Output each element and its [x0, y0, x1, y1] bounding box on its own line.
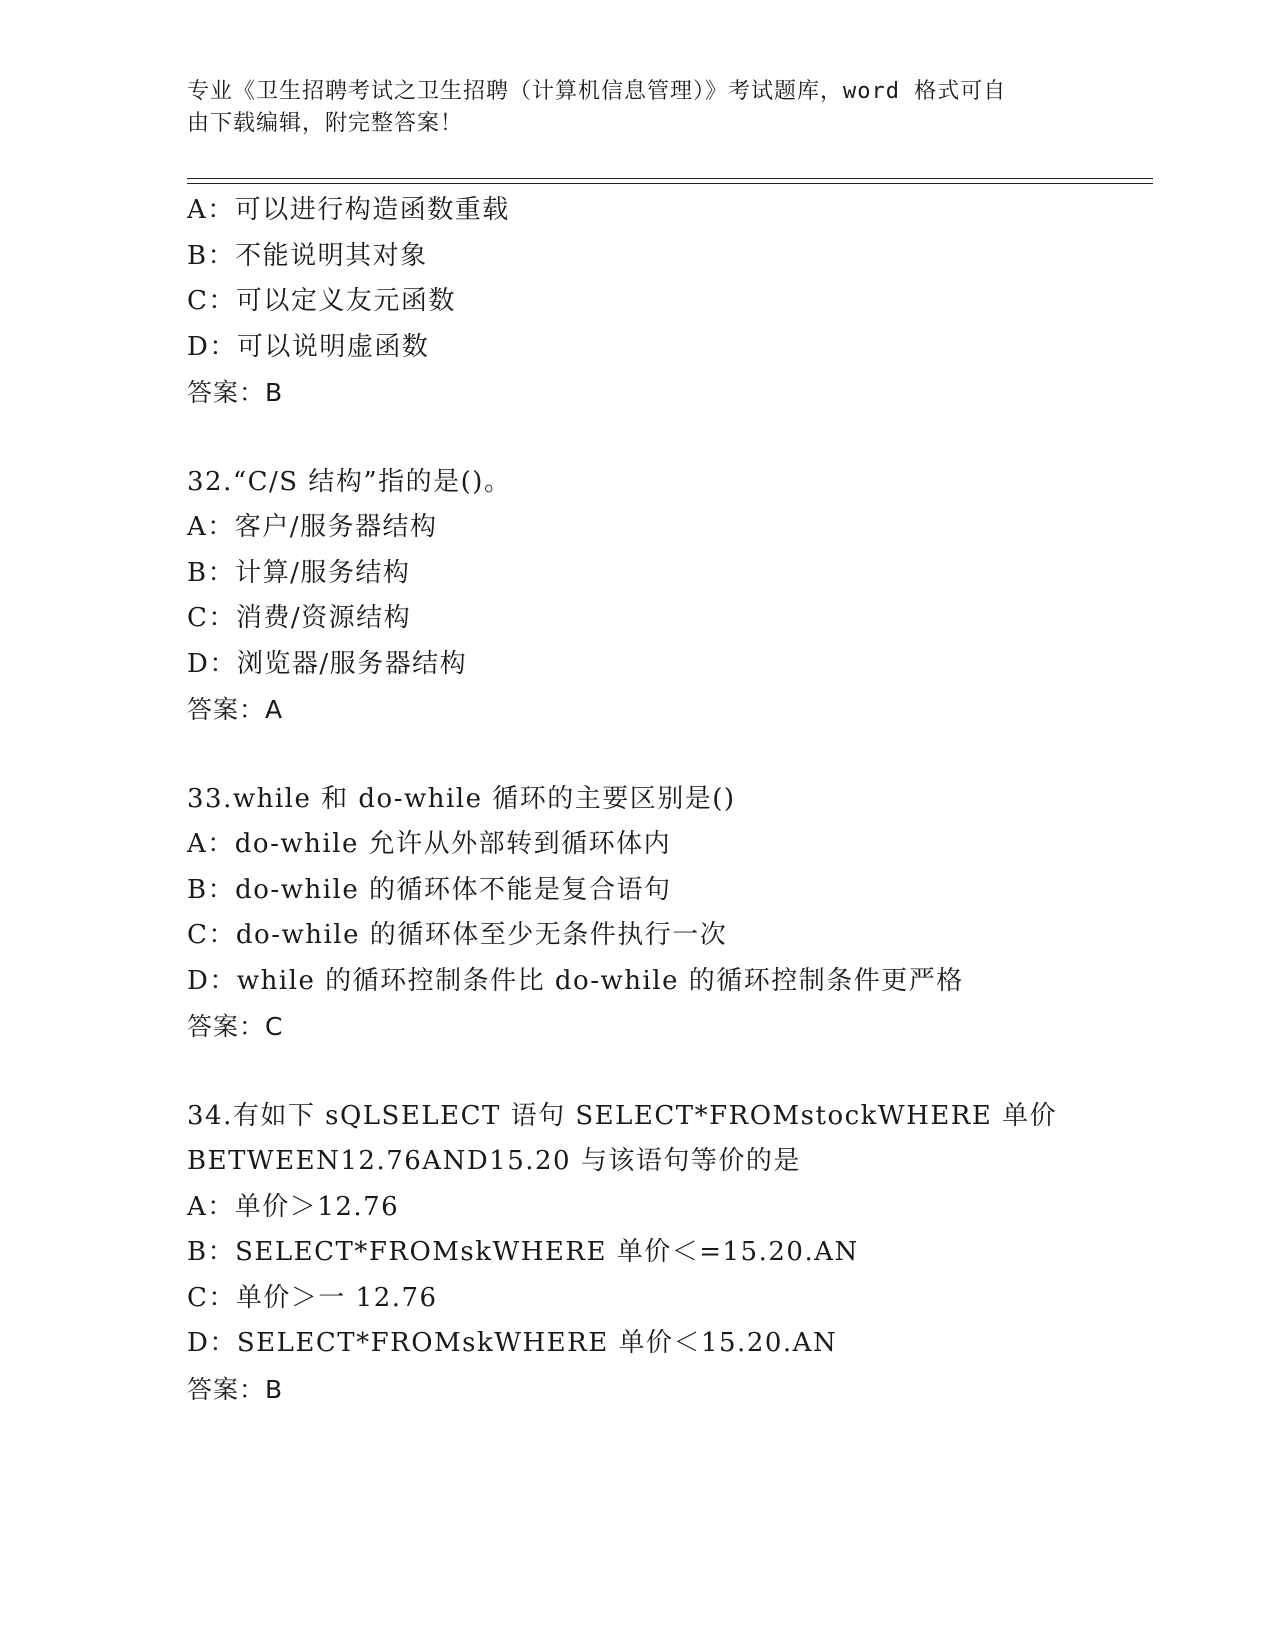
question-34-option-b: B：SELECT*FROMskWHERE 单价＜=15.20.AN [187, 1237, 859, 1267]
question-31 [187, 188, 1147, 416]
question-34-stem-line-2: BETWEEN12.76AND15.20 与该语句等价的是 [187, 1146, 801, 1176]
question-32-option-b: B：计算/服务结构 [187, 557, 411, 588]
header-divider-bottom [187, 183, 1153, 184]
question-33 [187, 777, 1147, 1050]
spacer [187, 733, 1147, 777]
question-33-stem: 33.while 和 do-while 循环的主要区别是() [187, 783, 736, 814]
question-33-option-d: D：while 的循环控制条件比 do-while 的循环控制条件更严格 [187, 965, 964, 996]
question-31-option-d: D：可以说明虚函数 [187, 331, 430, 362]
header-divider-top [187, 178, 1153, 179]
question-33-option-c: C：do-while 的循环体至少无条件执行一次 [187, 920, 728, 950]
question-31-option-c: C：可以定义友元函数 [187, 286, 456, 316]
question-33-option-a: A：do-while 允许从外部转到循环体内 [187, 829, 672, 859]
question-34-option-d: D：SELECT*FROMskWHERE 单价＜15.20.AN [187, 1328, 838, 1358]
question-33-option-b: B：do-while 的循环体不能是复合语句 [187, 874, 672, 905]
question-34-stem-line-1: 34.有如下 sQLSELECT 语句 SELECT*FROMstockWHERE 单价 [187, 1100, 1058, 1131]
question-33-answer: 答案：C [187, 1012, 284, 1041]
question-32-option-d: D：浏览器/服务器结构 [187, 648, 468, 679]
question-34-option-a: A：单价＞12.76 [187, 1191, 400, 1222]
question-32-option-a: A：客户/服务器结构 [187, 512, 438, 542]
question-32-stem: 32.“C/S 结构”指的是()。 [187, 466, 512, 497]
question-32-option-c: C：消费/资源结构 [187, 603, 412, 633]
question-list [187, 188, 1147, 1412]
question-34-answer: 答案：B [187, 1374, 284, 1404]
question-34 [187, 1094, 1147, 1413]
question-31-option-a: A：可以进行构造函数重载 [187, 195, 510, 225]
question-32-answer: 答案：A [187, 695, 284, 724]
header-line-2: 由下载编辑，附完整答案！ [187, 111, 464, 136]
header-line-1: 专业《卫生招聘考试之卫生招聘（计算机信息管理）》考试题库，word 格式可自 [187, 79, 1007, 104]
spacer [187, 1050, 1147, 1094]
question-34-option-c: C：单价＞一 12.76 [187, 1282, 438, 1313]
document-header [187, 76, 1067, 140]
question-31-answer: 答案：B [187, 378, 284, 407]
question-31-option-b: B：不能说明其对象 [187, 240, 428, 271]
spacer [187, 416, 1147, 460]
question-32 [187, 460, 1147, 733]
